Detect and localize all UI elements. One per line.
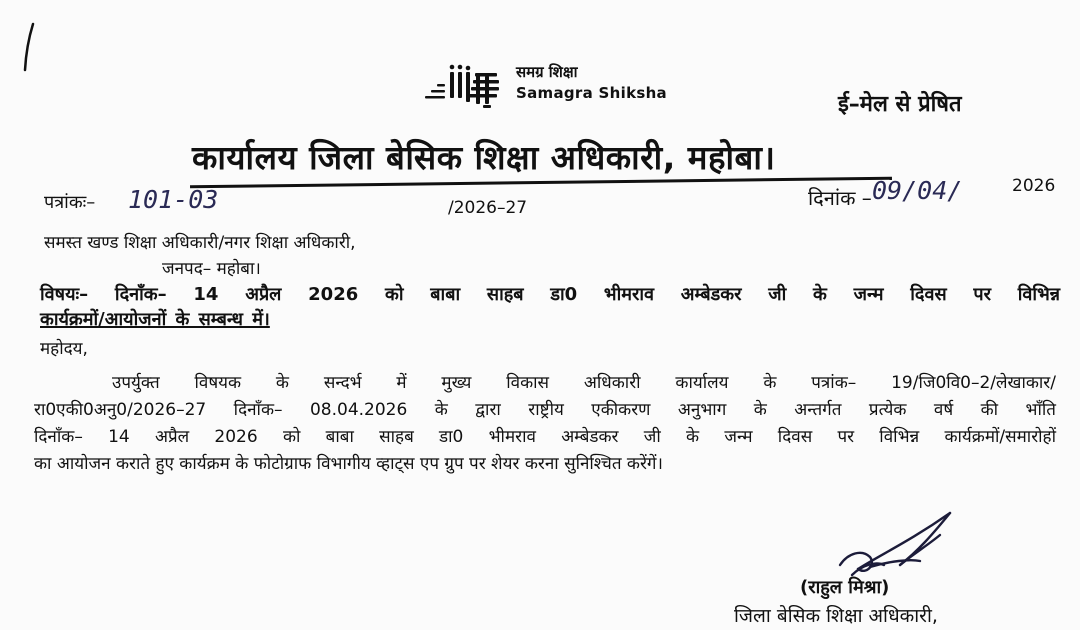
body-line: रा0एकी0अनु0/2026–27 दिनाँक– 08.04.2026 के द्वारा राष्ट्रीय एकीकरण अनुभाग के अन्तर्गत प्रत्येक वर्ष की भाँति (34, 400, 1056, 420)
letter-number-handwritten: 101-03 (128, 185, 219, 214)
date-year: 2026 (1012, 176, 1056, 196)
subject-line-1: विषयः– दिनाँक– 14 अप्रैल 2026 को बाबा साहब डा0 भीमराव अम्बेडकर जी के जन्म दिवस पर विभिन्न (40, 284, 1060, 305)
body-line: का आयोजन कराते हुए कार्यक्रम के फोटोग्राफ विभागीय व्हाट्स एप ग्रुप पर शेयर करना सुनिश्चित करेंगें। (34, 454, 663, 474)
brand-name-english: Samagra Shiksha (516, 84, 667, 102)
email-dispatch-note: ई–मेल से प्रेषित (838, 92, 962, 117)
salutation: महोदय, (40, 339, 88, 359)
letter-number-label: पत्रांकः– (44, 192, 96, 213)
body-line: दिनाँक– 14 अप्रैल 2026 को बाबा साहब डा0 भीमराव अम्बेडकर जी के जन्म दिवस पर विभिन्न कार्यक्रमों/समारोहों (34, 427, 1056, 447)
subject-block (40, 282, 1060, 332)
letter-year-reference: /2026–27 (448, 198, 528, 218)
date-handwritten: 09/04/ (872, 176, 963, 205)
brand-name-hindi: समग्र शिक्षा (516, 63, 578, 81)
samagra-shiksha-logo-icon (423, 62, 521, 110)
signatory-designation: जिला बेसिक शिक्षा अधिकारी, (734, 605, 938, 627)
recipient-line-1: समस्त खण्ड शिक्षा अधिकारी/नगर शिक्षा अधिकारी, (44, 233, 356, 253)
letter-body (34, 370, 1056, 478)
office-title: कार्यालय जिला बेसिक शिक्षा अधिकारी, महोबा। (192, 138, 776, 177)
date-label: दिनांक – (808, 186, 872, 210)
recipient-line-2: जनपद– महोबा। (162, 259, 261, 279)
signatory-name: (राहुल मिश्रा) (800, 577, 890, 598)
subject-line-2: कार्यक्रमों/आयोजनों के सम्बन्ध में। (40, 309, 270, 330)
body-line: उपर्युक्त विषयक के सन्दर्भ में मुख्य विकास अधिकारी कार्यालय के पत्रांक– 19/जि0वि0–2/लेखाकार/ (112, 373, 1056, 393)
margin-pen-mark (22, 22, 36, 72)
